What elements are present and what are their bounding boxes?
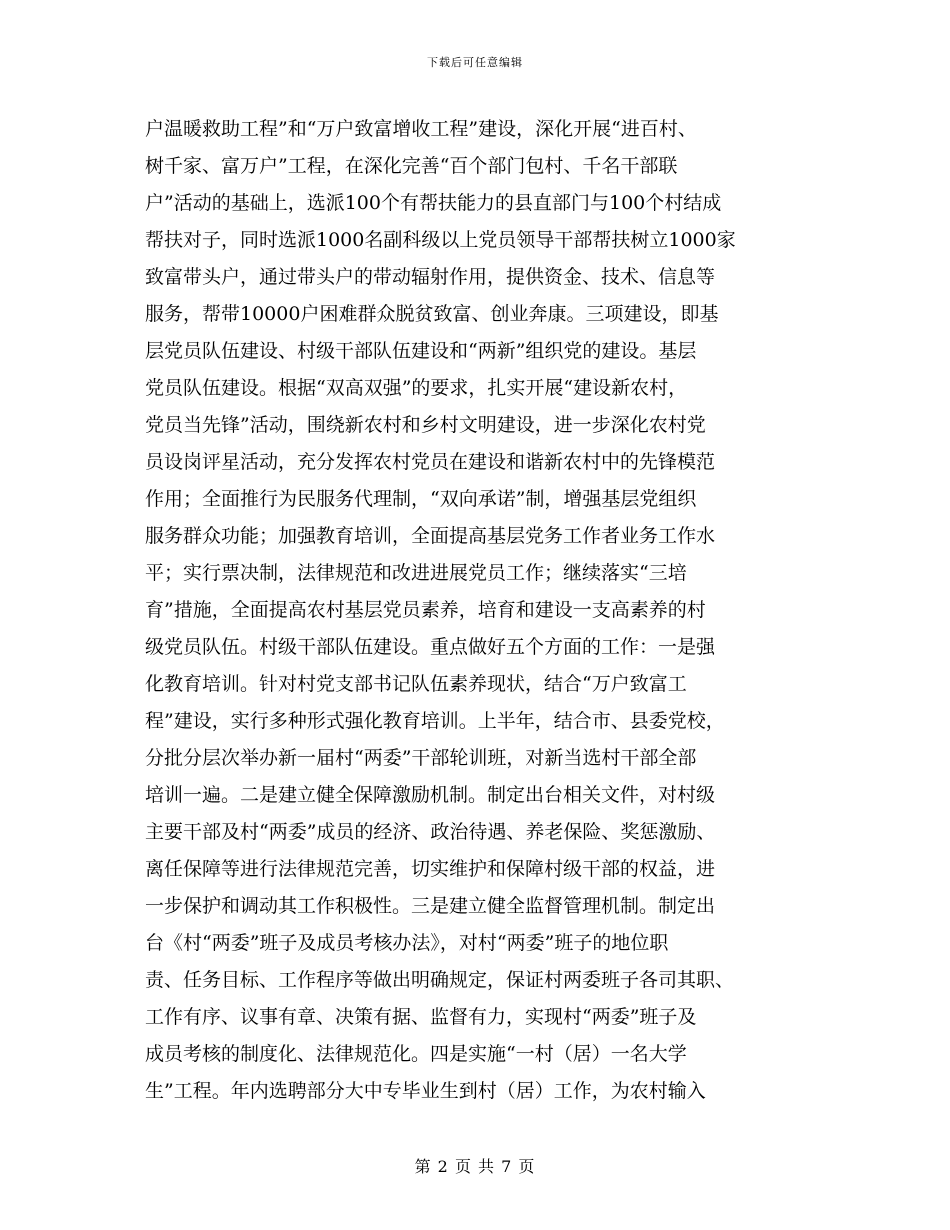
- text-line: 党员当先锋”活动，围绕新农村和乡村文明建设，进一步深化农村党: [145, 414, 706, 436]
- text-line: 平；实行票决制，法律规范和改进进展党员工作；继续落实“三培: [145, 562, 687, 584]
- text-line: 台《村“两委”班子及成员考核办法》，对村“两委”班子的地位职: [145, 932, 669, 954]
- text-line: 分批分层次举办新一届村“两委”干部轮训班，对新当选村干部全部: [145, 747, 697, 769]
- text-line: 化教育培训。针对村党支部书记队伍素养现状，结合“万户致富工: [145, 673, 687, 695]
- text-line: 责、任务目标、工作程序等做出明确规定，保证村两委班子各司其职、: [145, 969, 735, 991]
- text-line: 树千家、富万户”工程，在深化完善“百个部门包村、千名干部联: [145, 155, 678, 177]
- text-line: 帮扶对子，同时选派1000名副科级以上党员领导干部帮扶树立1000家: [145, 229, 736, 251]
- text-line: 级党员队伍。村级干部队伍建设。重点做好五个方面的工作：一是强: [145, 636, 716, 658]
- body-text: [145, 111, 815, 1110]
- text-line: 作用；全面推行为民服务代理制，“双向承诺”制，增强基层党组织: [145, 488, 697, 510]
- text-line: 成员考核的制度化、法律规范化。四是实施“一村（居）一名大学: [145, 1043, 687, 1065]
- text-line: 服务群众功能；加强教育培训，全面提高基层党务工作者业务工作水: [145, 525, 716, 547]
- text-line: 生”工程。年内选聘部分大中专毕业生到村（居）工作，为农村输入: [145, 1080, 706, 1102]
- text-line: 培训一遍。二是建立健全保障激励机制。制定出台相关文件，对村级: [145, 784, 716, 806]
- text-line: 主要干部及村“两委”成员的经济、政治待遇、养老保险、奖惩激励、: [145, 821, 716, 843]
- text-line: 育”措施，全面提高农村基层党员素养，培育和建设一支高素养的村: [145, 599, 706, 621]
- text-line: 员设岗评星活动，充分发挥农村党员在建设和谐新农村中的先锋模范: [145, 451, 716, 473]
- text-line: 层党员队伍建设、村级干部队伍建设和“两新”组织党的建设。基层: [145, 340, 697, 362]
- text-line: 一步保护和调动其工作积极性。三是建立健全监督管理机制。制定出: [145, 895, 716, 917]
- text-line: 致富带头户，通过带头户的带动辐射作用，提供资金、技术、信息等: [145, 266, 716, 288]
- header-note: 下载后可任意编辑: [427, 56, 523, 69]
- text-line: 离任保障等进行法律规范完善，切实维护和保障村级干部的权益，进: [145, 858, 716, 880]
- text-line: 户”活动的基础上，选派100个有帮扶能力的县直部门与100个村结成: [145, 192, 722, 214]
- text-line: 党员队伍建设。根据“双高双强”的要求，扎实开展“建设新农村，: [145, 377, 688, 399]
- page-footer: 第 2 页 共 7 页: [414, 1157, 536, 1176]
- text-line: 服务，帮带10000户困难群众脱贫致富、创业奔康。三项建设，即基: [145, 303, 719, 325]
- text-line: 程”建设，实行多种形式强化教育培训。上半年，结合市、县委党校，: [145, 710, 725, 732]
- text-line: 户温暖救助工程”和“万户致富增收工程”建设，深化开展“进百村、: [145, 118, 697, 140]
- text-line: 工作有序、议事有章、决策有据、监督有力，实现村“两委”班子及: [145, 1006, 697, 1028]
